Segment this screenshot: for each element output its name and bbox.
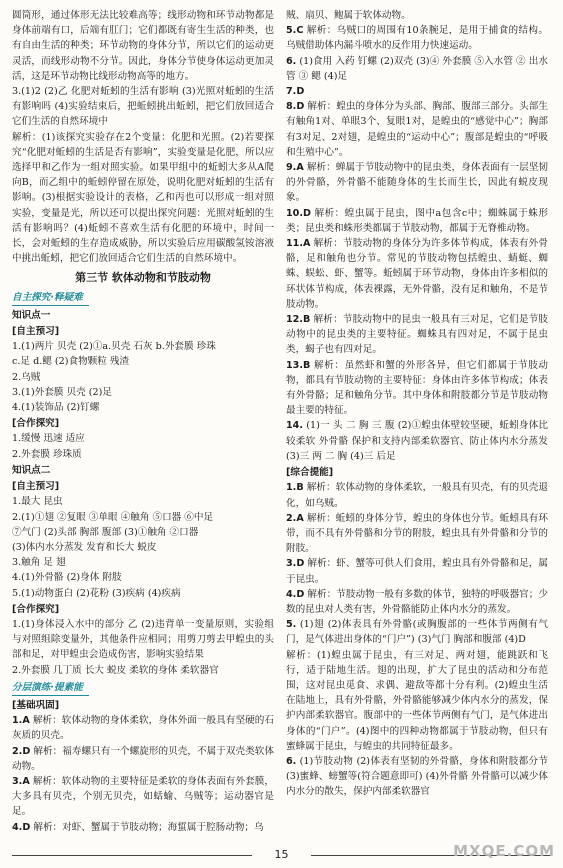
item-text: 解析：软体动物的身体柔软，一般具有贝壳，有的贝壳退化，如乌贼。 [286, 482, 548, 509]
item-number: 13.B [286, 359, 311, 371]
kp2-line: 5.(1)动物蛋白 (2)花粉 (3)疾病 (4)疾病 [12, 587, 181, 599]
item-text: 解析：软体动物的主要特征是柔软的身体表面有外套膜，大多具有贝壳，个别无贝壳，如蛞蝓、乌贼等；运动器官是足。 [12, 775, 274, 818]
item-number: 5. [286, 619, 297, 631]
kp1-line: 2.乌贼 [12, 371, 41, 383]
section-title: 第三节 软体动物和节肢动物 [75, 271, 211, 285]
item-number: 14. [286, 420, 303, 432]
item-number: 7.D [286, 86, 305, 98]
kp2-coop-line: 2.外套膜 几丁质 长大 蜕皮 柔软的身体 柔软器官 [12, 664, 219, 676]
continued-paragraph: 圆筒形，通过体形无法比较难高等；线形动物和环节动物都是身体前端有口，后端有肛门；它们都既有寄生生活的种类，也有自由生活的种类；环节动物的身体分节，所以它们的运动更灵活，而线形动物不分节。因此，身体分节使身体运动更加灵活，这是环节动物比线形动物高等的地方。 [12, 10, 274, 82]
basic-item [12, 744, 274, 774]
label-comprehensive: [综合提能] [286, 467, 334, 479]
basic-item [12, 774, 274, 820]
footer-rule-left [12, 855, 252, 856]
label-cooperation-2: [合作探究] [12, 603, 60, 615]
answer-item [286, 358, 548, 419]
label-preview: [自主预习] [12, 326, 60, 338]
watermark: MXQE.COM [453, 842, 555, 860]
item-text: 解析：节肢动物的身体分为许多体节构成，体表有外骨骼，足和触角也分节。常见的节肢动物包括蝗虫、蜻蜓、蜘蛛、蜈蚣、虾、蟹等。蚯蚓属于环节动物，身体由许多相似的环状体节构成，体表裸露，无外骨骼，没有足和触角，不是节肢动物。 [286, 238, 548, 310]
item-text: 解析：节肢动物一般有多数的体节，独特的呼吸器官；少数的昆虫对人类有害，外骨骼能防止体内水分的蒸发。 [286, 588, 548, 615]
kp1-coop-line: 1.缓慢 迅速 适应 [12, 433, 85, 445]
comp-item [286, 617, 548, 647]
item-number: 5.C [286, 25, 304, 37]
explanation-q3: 解析：(1)该探究实验存在2个变量：化肥和光照。(2)若要探究“化肥对蚯蚓的生活是否有影响”，实验变量是化肥，所以应选择甲和乙作为一组对照实验。如果甲组中的蚯蚓大多从A爬向B，而乙组中的蚯蚓停留在原处，说明化肥对蚯蚓的生活有影响。(3)根据实验设计的表格，乙和丙也可以形成一组对照实验，变量是光，所以还可以提出探究问题：光照对蚯蚓的生活有影响吗？(4)蚯蚓不喜欢生活有化肥的环境中，时间一长，会对蚯蚓的生存造成威胁，所以实验后应用碳酸氢铵溶液中挑出蚯蚓，把它们放回适合它们生活的自然环境中。 [12, 131, 274, 265]
kp2-line: 1.最大 昆虫 [12, 496, 63, 508]
answer-item [286, 84, 548, 99]
answer-item [286, 23, 548, 53]
item-number: 2.D [12, 745, 31, 757]
item-text: 解析：对虾、蟹属于节肢动物；海蜇属于腔肠动物；乌 [33, 821, 264, 833]
item-text: 解析：节肢动物中的昆虫一般具有三对足，它们是节肢动物中的昆虫类的主要特征。蜘蛛具有四对足，不属于昆虫类，蝎子也有四对足。 [286, 314, 548, 356]
label-preview-2: [自主预习] [12, 481, 60, 493]
answer-item [286, 99, 548, 160]
item-text: 解析：乌贼口的周围有10条腕足，是用于捕食的结构。乌贼借助体内漏斗喷水的反作用力快速运动。 [286, 25, 548, 52]
item-text: 解析：蝉属于节肢动物中的昆虫类，身体表面有一层坚韧的外骨骼，外骨骼不能随身体的生长而生长，因此有蜕皮现象。 [286, 162, 548, 204]
item-number: 3.A [12, 775, 30, 787]
comp-item [286, 480, 548, 510]
comp-item [286, 556, 548, 586]
continued-line: 贼、扇贝、鲍属于软体动物。 [286, 10, 411, 21]
item-number: 6. [286, 55, 297, 67]
kp1-line: 3.(1)外套膜 贝壳 (2)足 [12, 386, 112, 398]
item-number: 12.B [286, 314, 311, 326]
kp1-line: 1.(1)两片 贝壳 (2)①a.贝壳 石灰 b.外套膜 珍珠 [12, 341, 216, 353]
page-number: 15 [274, 848, 289, 861]
comp-item [286, 511, 548, 557]
item-text: (1)食用 入药 钉螺 (2)双壳 (3)④ 外套膜 ⑤入水管 ② 出水管 ③ 鳃 (4)足 [286, 55, 548, 82]
item-number: 4.D [286, 588, 305, 600]
item-number: 9.A [286, 162, 304, 174]
item-number: 1.B [286, 482, 304, 494]
item-number: 2.A [286, 512, 304, 524]
comp-item [286, 648, 548, 754]
item-text: 解析：虽然虾和蟹的外形各异，但它们都属于节肢动物，都具有节肢动物的主要特征：身体由许多体节构成；体表有外骨骼；足和触角分节。其中身体和附肢都分节是节肢动物最主要的特征。 [286, 359, 549, 417]
comp-item [286, 754, 548, 800]
answer-q3: 3.(1)2 (2)乙 化肥对蚯蚓的生活有影响 (3)光照对蚯蚓的生活有影响吗 (4)实验结束后，把蚯蚓挑出蚯蚓，把它们放回适合它们生活的自然环境中 [12, 86, 274, 128]
left-column [12, 8, 274, 835]
right-column [286, 8, 548, 800]
item-number: 1.A [12, 715, 30, 727]
banner-self-study: 自主探究·释疑难 [12, 290, 89, 306]
kp2-coop-line: 1.(1)身体浸入水中的部分 乙 (2)违背单一变量原则，实验组与对照组除变量外，其他条件应相同；用剪刀剪去甲蝗虫的头部和足，对甲蝗虫会造成伤害，影响实验结果 [12, 618, 274, 661]
item-number: 8.D [286, 101, 305, 113]
answer-item [286, 54, 548, 84]
kp2-line: 3.触角 足 翅 [12, 557, 66, 569]
kp2-line: ⑦气门 (2)头部 胸部 腹部 (3)①触角 ②口器 [12, 526, 199, 538]
item-number: 10.D [286, 207, 311, 219]
item-text: (1)节肢动物 (2)体表有坚韧的外骨骼，身体和附肢都分节 (3)蜜蜂、螃蟹等(符合题意即可) (4)外骨骼 外骨骼可以减少体内水分的散失，保护内部柔软器官 [286, 755, 548, 798]
knowledge-point-2: 知识点二 [12, 464, 51, 476]
item-number: 11.A [286, 238, 311, 250]
item-text: 解析：软体动物的身体柔软，身体外面一般具有坚硬的石灰质的贝壳。 [12, 715, 274, 742]
label-cooperation: [合作探究] [12, 418, 60, 430]
item-number: 3.D [286, 558, 305, 570]
comp-item [286, 587, 548, 617]
item-text: 解析：虾、蟹等可供人们食用，蝗虫具有外骨骼和足，属于昆虫。 [286, 558, 548, 585]
item-text: 解析：福寿螺只有一个螺旋形的贝壳，不属于双壳类软体动物。 [12, 745, 274, 772]
banner-practice: 分层演练·提素能 [12, 680, 89, 696]
answer-item [286, 160, 548, 206]
answer-item [286, 312, 548, 358]
basic-item [12, 713, 274, 743]
kp2-line: (3)体内水分蒸发 发育和长大 蜕皮 [12, 541, 157, 553]
kp1-line: 4.(1)装饰品 (2)钉螺 [12, 402, 100, 414]
item-text: 解析：蚯蚓的身体分节，蝗虫的身体也分节。蚯蚓具有环带，而不具有外骨骼和分节的附肢，蝗虫具有外骨骼和分节的附肢。 [286, 512, 548, 555]
kp2-line: 4.(1)外骨骼 (2)身体 附肢 [12, 572, 122, 584]
kp1-coop-line: 2.外套膜 珍珠质 [12, 448, 82, 460]
answer-item [286, 418, 548, 464]
answer-item [286, 206, 548, 236]
item-number: 4.D [12, 821, 31, 833]
kp2-line: 2.(1)①翅 ②复眼 ③单眼 ④触角 ⑤口器 ⑥中足 [12, 511, 214, 523]
item-number: 6. [286, 755, 297, 767]
item-text: 解析：(1)蝗虫属于昆虫，有三对足、两对翅，能跳跃和飞行，适于陆地生活。翅的出现，扩大了昆虫的活动和分布范围，这对昆虫觅食、求偶、避敌等都十分有利。(2)蝗虫生活在陆地上，具有外骨骼，外骨骼能够减少体内水分的蒸发，保护内部柔软器官。腹部中的一些体节两侧有气门，是气体进出身体的“门户”。(4)图中的四种动物都属于节肢动物，但只有蜜蜂属于昆虫，与蝗虫的共同特征最多。 [286, 649, 548, 752]
item-text: 解析：蝗虫属于昆虫，图中a包含c中；蜘蛛属于蛛形类；昆虫类和蛛形类都属于节肢动物，都属于无脊椎动物。 [286, 207, 548, 234]
basic-item [12, 820, 274, 835]
answer-item [286, 236, 548, 312]
label-basic: [基础巩固] [12, 699, 60, 711]
item-text: 解析：蝗虫的身体分为头部、胸部、腹部三部分。头部生有触角1对、单眼3个、复眼1对，是蝗虫的“感觉中心”；胸部有3对足、2对翅，是蝗虫的“运动中心”；腹部是蝗虫的“呼吸和生殖中心”。 [286, 101, 548, 158]
item-text: (1)翅 (2)体表具有外骨骼(或胸腹部的一些体节两侧有气门，是气体进出身体的“门户”) (3)气门 胸部和腹部 (4)D [286, 619, 548, 646]
knowledge-point-1: 知识点一 [12, 309, 51, 321]
item-text: (1)一 头 二 胸 三 腹 (2)①蝗虫体壁较坚硬，蚯蚓身体比较柔软 外骨骼 保护和支持内部柔软器官、防止体内水分蒸发 (3)三 两 二 胸 (4)三 后足 [286, 420, 548, 462]
kp1-line: c.足 d.鳃 (2)食物颗粒 残渣 [12, 356, 130, 368]
